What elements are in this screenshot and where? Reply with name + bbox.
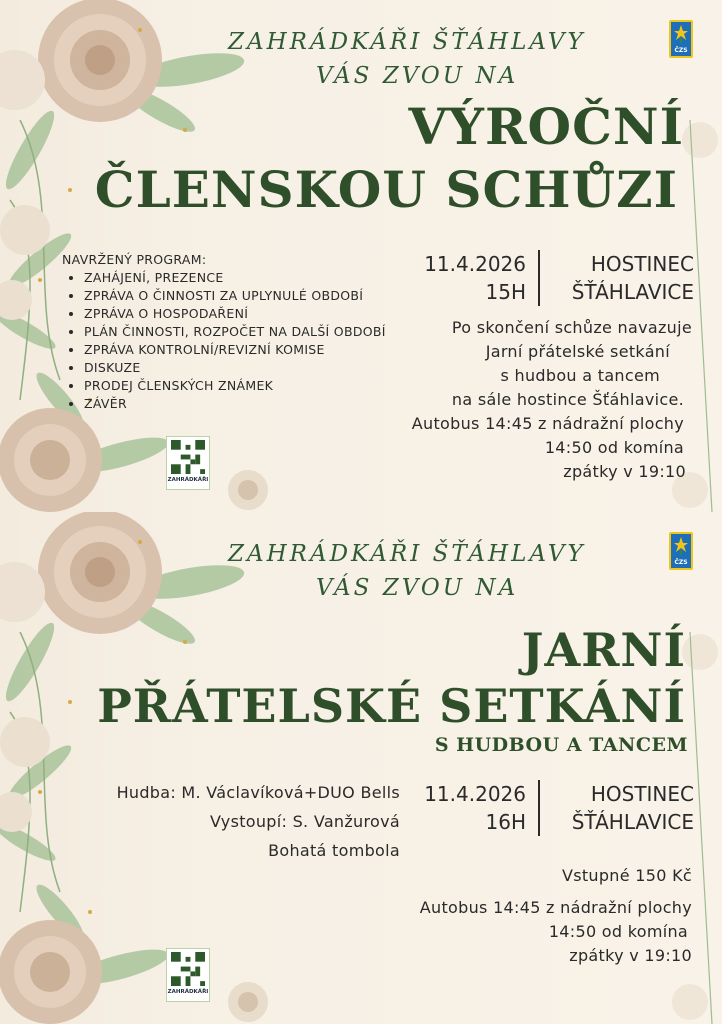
- detail-line: Vystoupí: S. Vanžurová: [209, 812, 400, 831]
- logo-label: ČZS: [674, 47, 688, 54]
- note-line: 14:50 od komína: [548, 922, 688, 941]
- event-date: 11.4.2026: [424, 782, 526, 806]
- title-line-2: ČLENSKOU SCHŮZI: [94, 160, 678, 219]
- note-line: zpátky v 19:10: [563, 462, 686, 481]
- subtitle: S HUDBOU A TANCEM: [434, 734, 688, 756]
- event-venue: [572, 780, 694, 836]
- program-item: • PRODEJ ČLENSKÝCH ZNÁMEK: [84, 377, 386, 395]
- program-item: • DISKUZE: [84, 359, 386, 377]
- note-line: 14:50 od komína: [544, 438, 684, 457]
- entry-fee: Vstupné 150 Kč: [561, 866, 692, 885]
- event-venue: [572, 250, 694, 306]
- title-line-1: JARNÍ: [521, 623, 686, 677]
- qr-code-icon: [171, 440, 205, 474]
- note-line: Autobus 14:45 z nádražní plochy: [411, 414, 684, 433]
- czs-logo-icon: [669, 20, 693, 58]
- event-notes: [412, 316, 692, 484]
- detail-line: Bohatá tombola: [268, 841, 400, 860]
- venue-line-2: ŠŤÁHLAVICE: [571, 280, 694, 304]
- invite-line-2: VÁS ZVOU NA: [316, 63, 519, 89]
- logo-label: ČZS: [674, 559, 688, 566]
- program-item: • ZPRÁVA KONTROLNÍ/REVIZNÍ KOMISE: [84, 341, 386, 359]
- detail-line: Hudba: M. Václavíková+DUO Bells: [116, 783, 400, 802]
- bus-notes: [420, 896, 692, 968]
- title-line-2: PŘÁTELSKÉ SETKÁNÍ: [97, 679, 686, 733]
- note-line: na sále hostince Šťáhlavice.: [451, 390, 684, 409]
- title-line-1: VÝROČNÍ: [408, 97, 684, 156]
- program-item: • PLÁN ČINNOSTI, ROZPOČET NA DALŠÍ OBDOBÍ: [84, 323, 386, 341]
- event-details: [117, 778, 400, 865]
- info-divider: [538, 780, 540, 836]
- program-item: • ZAHÁJENÍ, PREZENCE: [84, 269, 386, 287]
- czs-logo-icon: [669, 532, 693, 570]
- note-line: Po skončení schůze navazuje: [451, 318, 692, 337]
- venue-line-2: ŠŤÁHLAVICE: [571, 810, 694, 834]
- note-line: Jarní přátelské setkání: [485, 342, 670, 361]
- program-item: • ZÁVĚR: [84, 395, 386, 413]
- event-date-time: [424, 250, 526, 306]
- venue-line-1: HOSTINEC: [590, 782, 694, 806]
- event-time: 16H: [485, 810, 526, 834]
- note-line: Autobus 14:45 z nádražní plochy: [419, 898, 692, 917]
- invite-line-1: ZAHRÁDKÁŘI ŠŤÁHLAVY: [228, 541, 586, 567]
- info-divider: [538, 250, 540, 306]
- invite-line-1: ZAHRÁDKÁŘI ŠŤÁHLAVY: [228, 29, 586, 55]
- qr-label: ZAHRÁDKÁŘI: [167, 989, 209, 995]
- qr-code[interactable]: [166, 436, 210, 490]
- program-item: • ZPRÁVA O HOSPODAŘENÍ: [84, 305, 386, 323]
- note-line: s hudbou a tancem: [500, 366, 660, 385]
- program-item: • ZPRÁVA O ČINNOSTI ZA UPLYNULÉ OBDOBÍ: [84, 287, 386, 305]
- program-heading: NAVRŽENÝ PROGRAM:: [62, 252, 207, 267]
- qr-code[interactable]: [166, 948, 210, 1002]
- invite-line-2: VÁS ZVOU NA: [316, 575, 519, 601]
- venue-line-1: HOSTINEC: [590, 252, 694, 276]
- qr-code-icon: [171, 952, 205, 986]
- program-list: [62, 252, 386, 413]
- flyer-spring-meeting: [0, 512, 722, 1024]
- event-date-time: [424, 780, 526, 836]
- qr-label: ZAHRÁDKÁŘI: [167, 477, 209, 483]
- event-date: 11.4.2026: [424, 252, 526, 276]
- event-time: 15H: [485, 280, 526, 304]
- note-line: zpátky v 19:10: [569, 946, 692, 965]
